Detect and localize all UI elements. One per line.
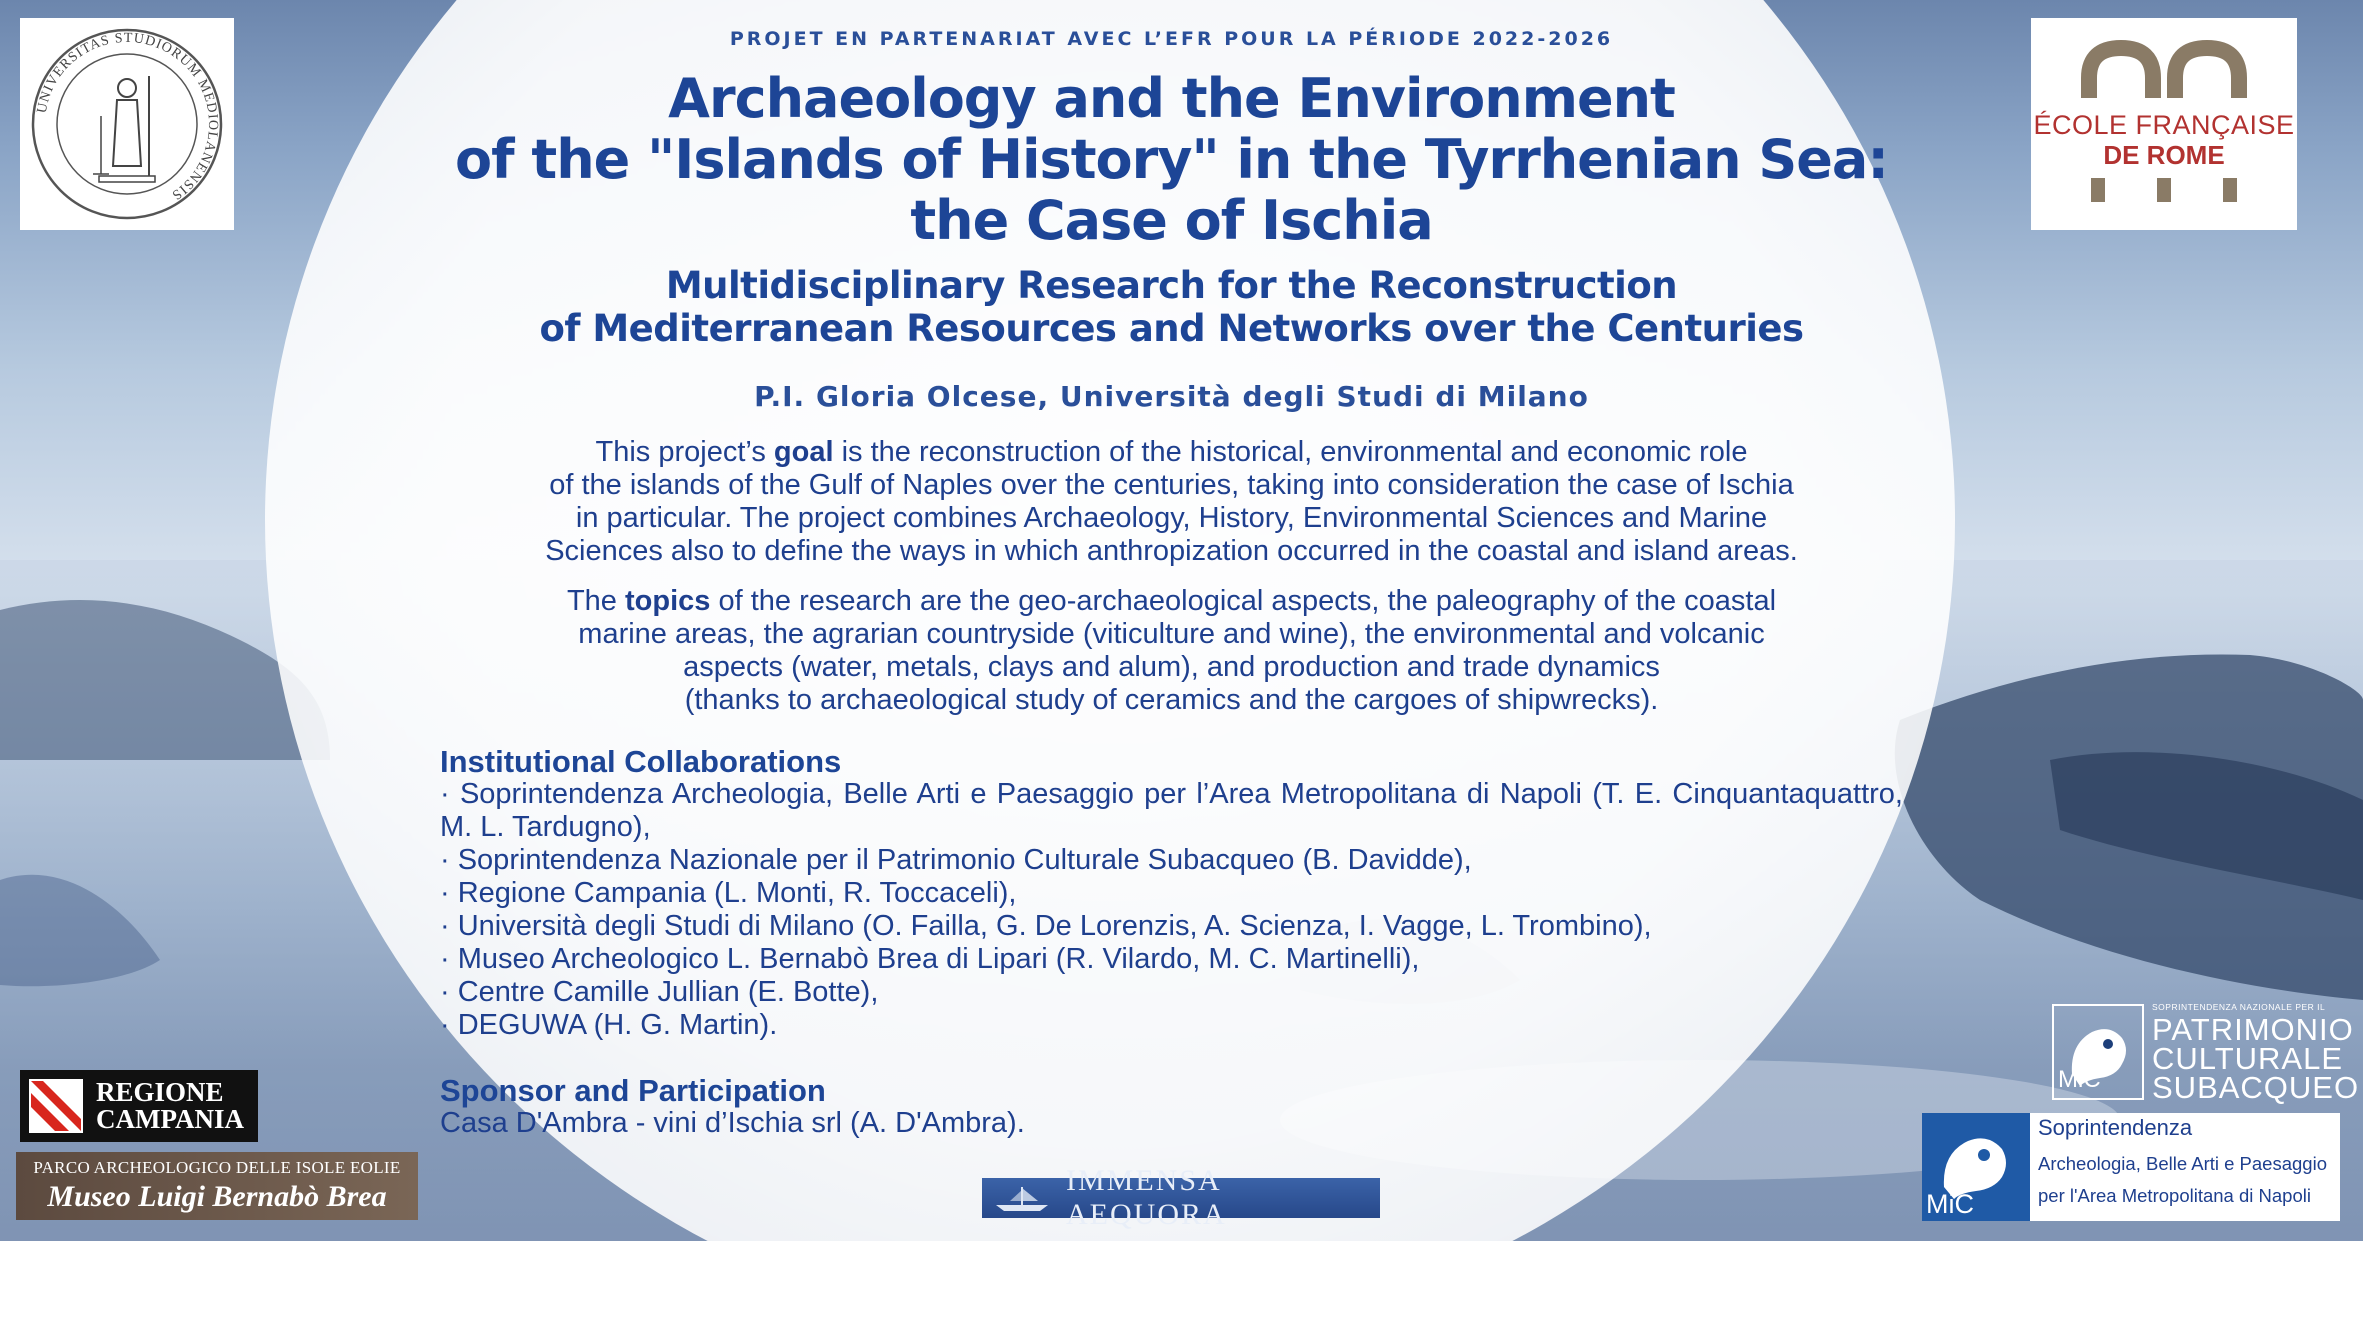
- collaborations-list: [440, 778, 1903, 1042]
- topics-paragraph: [440, 585, 1903, 717]
- list-item: · Regione Campania (L. Monti, R. Toccaceli),: [440, 877, 1017, 909]
- patrimonio-top-text: SOPRINTENDENZA NAZIONALE PER IL: [2152, 1002, 2326, 1012]
- title-line: Archaeology and the Environment: [668, 67, 1675, 130]
- sopr-line: per l'Area Metropolitana di Napoli: [2038, 1185, 2311, 1206]
- goal-keyword: goal: [773, 436, 834, 468]
- unimi-logo: [20, 18, 234, 230]
- efr-name-line2: DE ROME: [2103, 140, 2225, 170]
- goal-paragraph: [440, 436, 1903, 568]
- list-item: · Centre Camille Jullian (E. Botte),: [440, 976, 879, 1008]
- subtitle-line: Multidisciplinary Research for the Reconstruction: [665, 264, 1678, 307]
- topics-line: aspects (water, metals, clays and alum), and production and trade dynamics: [683, 651, 1660, 683]
- sponsor-text: Casa D'Ambra - vini d’Ischia srl (A. D'Ambra).: [440, 1107, 1025, 1139]
- sopr-line: Soprintendenza: [2038, 1115, 2193, 1140]
- list-item: · Università degli Studi di Milano (O. Failla, G. De Lorenzis, A. Scienza, I. Vagge, L. Trombino),: [440, 910, 1652, 942]
- sopr-line: Archeologia, Belle Arti e Paesaggio: [2038, 1153, 2327, 1174]
- goal-line: in particular. The project combines Archaeology, History, Environmental Sciences and Marine: [575, 502, 1768, 534]
- sponsor-section: [440, 1074, 1903, 1140]
- topics-line: The topics of the research are the geo-archaeological aspects, the paleography of the coastal: [566, 585, 1777, 617]
- collaborations-heading: Institutional Collaborations: [440, 744, 842, 779]
- goal-line: Sciences also to define the ways in which anthropization occurred in the coastal and island areas.: [545, 535, 1798, 567]
- page-subtitle: [440, 264, 1903, 350]
- museum-name: Museo Luigi Bernabò Brea: [47, 1180, 387, 1213]
- patrimonio-line: PATRIMONIO: [2152, 1012, 2354, 1047]
- eolie-museum-logo: [16, 1152, 418, 1220]
- patrimonio-line: CULTURALE: [2152, 1041, 2344, 1076]
- page-title: [440, 68, 1903, 251]
- title-line: the Case of Ischia: [910, 189, 1433, 252]
- goal-line: This project’s goal is the reconstruction of the historical, environmental and economic role: [595, 436, 1748, 468]
- efr-logo: [2031, 18, 2297, 230]
- mic-label: MiC: [1926, 1189, 1974, 1219]
- partnership-banner: PROJET EN PARTENARIAT AVEC L’EFR POUR LA PÉRIODE 2022-2026: [729, 28, 1614, 50]
- campania-flag-icon: [28, 1078, 84, 1134]
- collaborations-section: [440, 745, 1903, 1042]
- goal-line: of the islands of the Gulf of Naples over the centuries, taking into consideration the case of Ischia: [549, 469, 1794, 501]
- list-item: · DEGUWA (H. G. Martin).: [440, 1009, 778, 1041]
- subtitle-line: of Mediterranean Resources and Networks over the Centuries: [539, 307, 1804, 350]
- list-item: · Soprintendenza Nazionale per il Patrimonio Culturale Subacqueo (B. Davidde),: [440, 844, 1472, 876]
- immensa-text: IMMENSA AEQUORA: [1066, 1164, 1227, 1231]
- principal-investigator: P.I. Gloria Olcese, Università degli Studi di Milano: [754, 380, 1589, 413]
- patrimonio-line: SUBACQUEO: [2152, 1070, 2360, 1105]
- title-line: of the "Islands of History" in the Tyrrhenian Sea:: [455, 128, 1888, 191]
- ship-icon: [992, 1183, 1052, 1213]
- main-content: [440, 0, 1903, 1241]
- topics-line: marine areas, the agrarian countryside (viticulture and wine), the environmental and volcanic: [578, 618, 1765, 650]
- unimi-seal-icon: [29, 26, 225, 222]
- immensa-aequora-logo: [982, 1164, 1380, 1231]
- list-item: · Soprintendenza Archeologia, Belle Arti e Paesaggio per l’Area Metropolitana di Napoli (T. E. Cinquantaquattro, M. L. Tardugno),: [440, 778, 1903, 843]
- soprintendenza-napoli-logo: [1922, 1113, 2340, 1221]
- campania-text: REGIONE CAMPANIA: [96, 1077, 244, 1134]
- topics-line: (thanks to archaeological study of ceramics and the cargoes of shipwrecks).: [684, 684, 1659, 716]
- svg-text:UNIVERSITAS STUDIORUM MEDIOLAN: UNIVERSITAS STUDIORUM MEDIOLANENSIS: [34, 30, 221, 203]
- efr-name-line1: ÉCOLE FRANÇAISE: [2033, 110, 2295, 140]
- eolie-park-name: PARCO ARCHEOLOGICO DELLE ISOLE EOLIE: [33, 1158, 401, 1177]
- list-item: · Museo Archeologico L. Bernabò Brea di Lipari (R. Vilardo, M. C. Martinelli),: [440, 943, 1420, 975]
- mic-label: MiC: [2058, 1066, 2101, 1093]
- sponsor-heading: Sponsor and Participation: [440, 1073, 826, 1108]
- patrimonio-subacqueo-logo: [2052, 1002, 2360, 1105]
- topics-keyword: topics: [625, 585, 711, 617]
- regione-campania-logo: [20, 1070, 258, 1142]
